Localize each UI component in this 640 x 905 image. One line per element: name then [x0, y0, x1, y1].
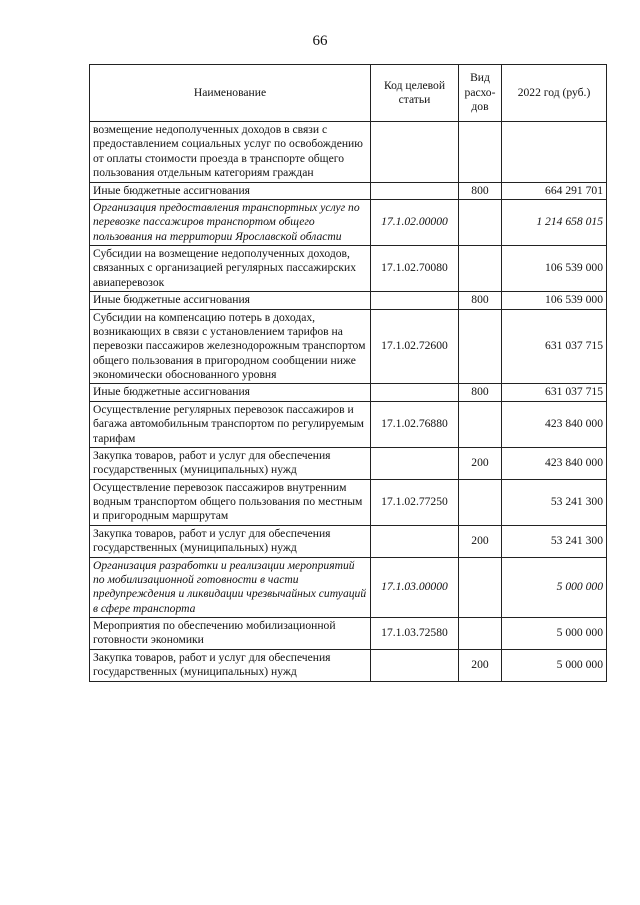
- row-name-cell: Иные бюджетные ассигнования: [90, 292, 371, 309]
- table-row: [90, 384, 607, 401]
- row-amount-cell: 5 000 000: [502, 557, 607, 618]
- row-code-cell: [371, 384, 459, 401]
- row-amount-cell: 1 214 658 015: [502, 199, 607, 245]
- row-type-cell: [459, 199, 502, 245]
- row-type-cell: 800: [459, 292, 502, 309]
- row-name-cell: Закупка товаров, работ и услуг для обеспечения государственных (муниципальных) нужд: [90, 447, 371, 479]
- row-type-cell: 200: [459, 447, 502, 479]
- table-row: [90, 199, 607, 245]
- table-body: [90, 122, 607, 682]
- table-row: [90, 122, 607, 183]
- row-name-cell: Субсидии на возмещение недополученных доходов, связанных с организацией регулярных пассажирских авиаперевозок: [90, 246, 371, 292]
- row-type-cell: [459, 246, 502, 292]
- table-row: [90, 447, 607, 479]
- row-code-cell: 17.1.03.00000: [371, 557, 459, 618]
- row-code-cell: 17.1.02.72600: [371, 309, 459, 384]
- row-amount-cell: 106 539 000: [502, 246, 607, 292]
- row-type-cell: 800: [459, 384, 502, 401]
- page-number: 66: [312, 33, 328, 49]
- row-name-cell: Иные бюджетные ассигнования: [90, 384, 371, 401]
- header-code: Код целевой статьи: [371, 65, 459, 122]
- table-row: [90, 479, 607, 525]
- row-code-cell: 17.1.02.00000: [371, 199, 459, 245]
- row-code-cell: 17.1.02.77250: [371, 479, 459, 525]
- row-type-cell: 200: [459, 525, 502, 557]
- table-row: [90, 292, 607, 309]
- table-row: [90, 246, 607, 292]
- row-name-cell: Мероприятия по обеспечению мобилизационной готовности экономики: [90, 618, 371, 650]
- table-row: [90, 618, 607, 650]
- table-row: [90, 649, 607, 681]
- row-name-cell: Закупка товаров, работ и услуг для обеспечения государственных (муниципальных) нужд: [90, 649, 371, 681]
- row-amount-cell: 53 241 300: [502, 479, 607, 525]
- row-code-cell: [371, 525, 459, 557]
- row-name-cell: Осуществление регулярных перевозок пассажиров и багажа автомобильным транспортом по регулируемым тарифам: [90, 401, 371, 447]
- row-type-cell: [459, 618, 502, 650]
- row-type-cell: [459, 479, 502, 525]
- row-amount-cell: 5 000 000: [502, 618, 607, 650]
- row-code-cell: [371, 182, 459, 199]
- row-type-cell: [459, 309, 502, 384]
- row-code-cell: 17.1.02.76880: [371, 401, 459, 447]
- row-code-cell: 17.1.03.72580: [371, 618, 459, 650]
- row-name-cell: Иные бюджетные ассигнования: [90, 182, 371, 199]
- row-amount-cell: 664 291 701: [502, 182, 607, 199]
- row-code-cell: 17.1.02.70080: [371, 246, 459, 292]
- row-amount-cell: [502, 122, 607, 183]
- row-type-cell: 200: [459, 649, 502, 681]
- row-name-cell: возмещение недополученных доходов в связи с предоставлением социальных услуг по освобождению от оплаты стоимости проезда в транспорте общего пользования отдельным категориям граждан: [90, 122, 371, 183]
- row-type-cell: 800: [459, 182, 502, 199]
- header-amount: 2022 год (руб.): [502, 65, 607, 122]
- row-type-cell: [459, 557, 502, 618]
- table-row: [90, 401, 607, 447]
- table-header-row: [90, 65, 607, 122]
- row-name-cell: Организация разработки и реализации мероприятий по мобилизационной готовности в части предупреждения и ликвидации чрезвычайных ситуаций в сфере транспорта: [90, 557, 371, 618]
- table-row: [90, 182, 607, 199]
- row-amount-cell: 5 000 000: [502, 649, 607, 681]
- header-name: Наименование: [90, 65, 371, 122]
- budget-table: [89, 64, 607, 682]
- row-type-cell: [459, 401, 502, 447]
- row-amount-cell: 631 037 715: [502, 309, 607, 384]
- row-code-cell: [371, 447, 459, 479]
- row-amount-cell: 53 241 300: [502, 525, 607, 557]
- row-name-cell: Субсидии на компенсацию потерь в доходах, возникающих в связи с установлением тарифов на перевозки пассажиров железнодорожным транспортом общего пользования в пригородном сообщении ниже экономически обоснованного уровня: [90, 309, 371, 384]
- row-name-cell: Осуществление перевозок пассажиров внутренним водным транспортом общего пользования по местным и пригородным маршрутам: [90, 479, 371, 525]
- header-type: Вид расхо-дов: [459, 65, 502, 122]
- row-amount-cell: 631 037 715: [502, 384, 607, 401]
- row-name-cell: Закупка товаров, работ и услуг для обеспечения государственных (муниципальных) нужд: [90, 525, 371, 557]
- row-amount-cell: 423 840 000: [502, 401, 607, 447]
- row-amount-cell: 106 539 000: [502, 292, 607, 309]
- table-row: [90, 309, 607, 384]
- row-type-cell: [459, 122, 502, 183]
- row-code-cell: [371, 122, 459, 183]
- row-amount-cell: 423 840 000: [502, 447, 607, 479]
- table-row: [90, 557, 607, 618]
- row-code-cell: [371, 292, 459, 309]
- table-row: [90, 525, 607, 557]
- row-code-cell: [371, 649, 459, 681]
- row-name-cell: Организация предоставления транспортных услуг по перевозке пассажиров транспортом общего пользования на территории Ярославской области: [90, 199, 371, 245]
